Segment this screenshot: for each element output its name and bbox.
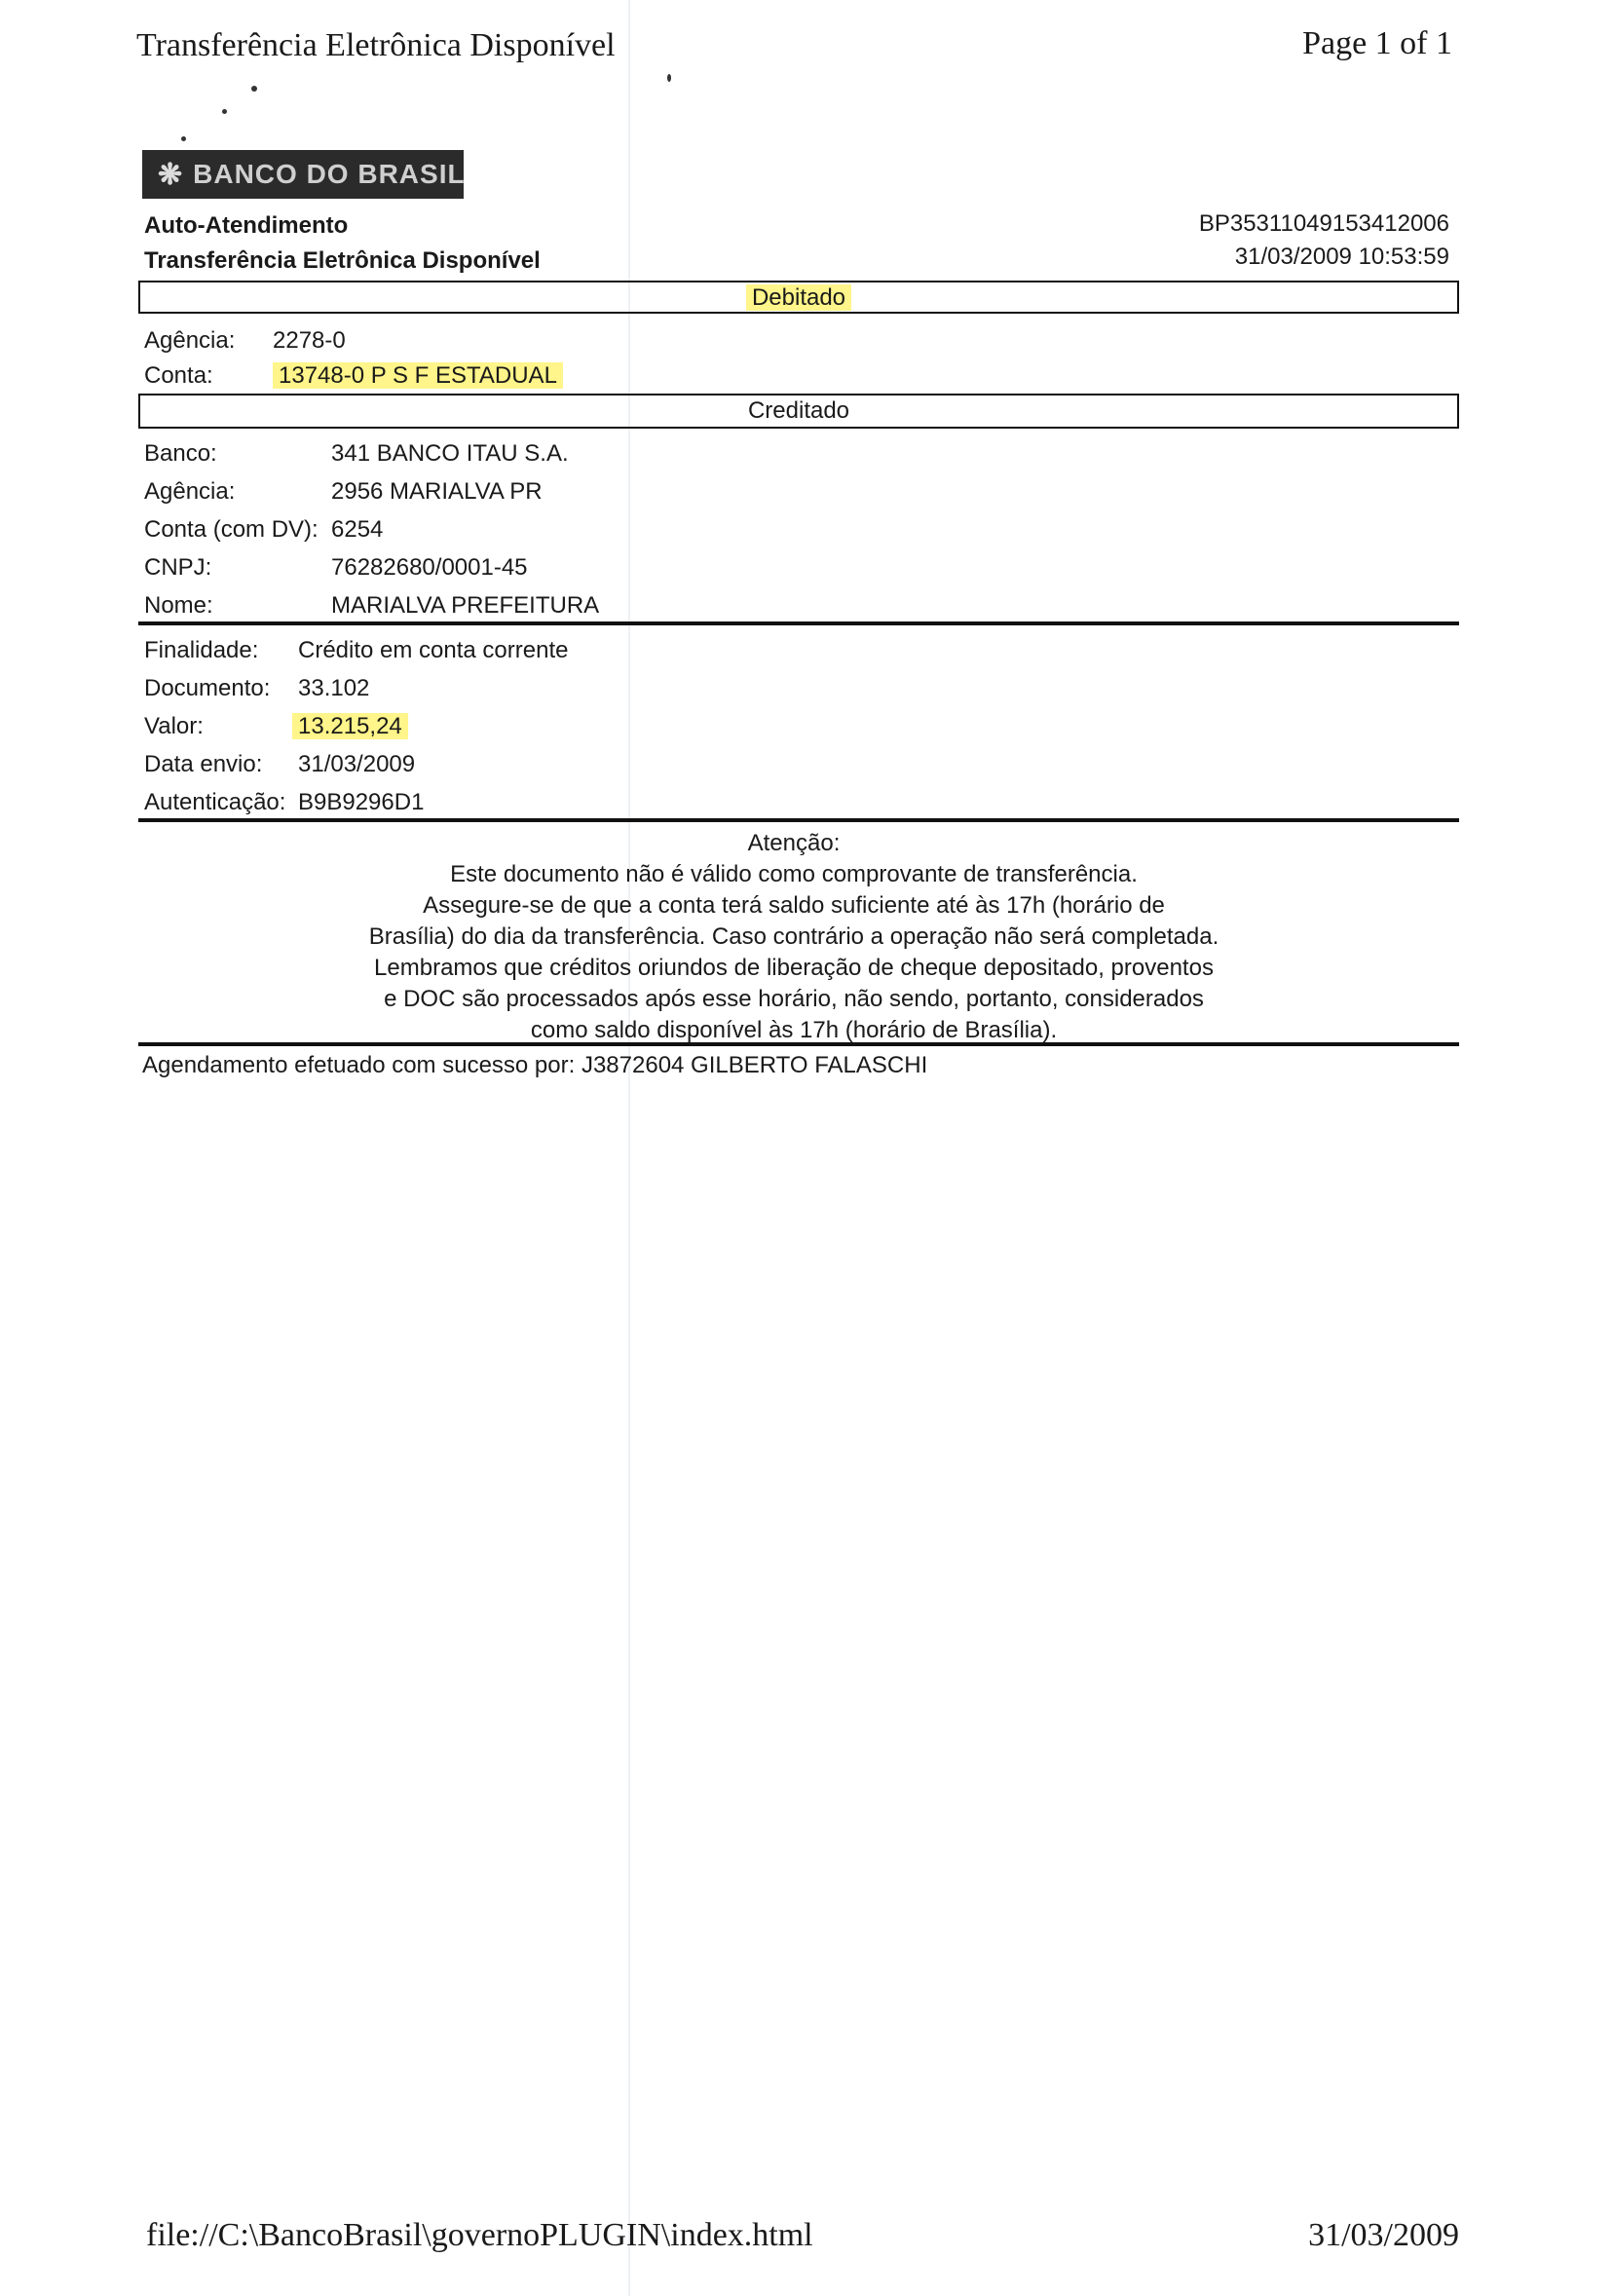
credit-bank-label: Banco: bbox=[144, 440, 217, 467]
divider-line bbox=[138, 1042, 1459, 1046]
document-number-label: Documento: bbox=[144, 675, 271, 701]
purpose-label: Finalidade: bbox=[144, 637, 259, 663]
paper-fold-line bbox=[628, 0, 630, 2296]
credit-section-header bbox=[138, 394, 1459, 429]
credit-agency-label: Agência: bbox=[144, 478, 236, 505]
notice-line: Brasília) do dia da transferência. Caso contrário a operação não será completada. bbox=[368, 923, 1219, 950]
credit-cnpj-label: CNPJ: bbox=[144, 554, 212, 581]
amount-value bbox=[292, 713, 408, 740]
service-name: Auto-Atendimento bbox=[144, 212, 349, 239]
debit-account-label: Conta: bbox=[144, 362, 213, 389]
debit-section-title: Debitado bbox=[746, 284, 851, 311]
send-date-label: Data envio: bbox=[144, 751, 263, 777]
debit-agency-label: Agência: bbox=[144, 327, 236, 354]
scheduling-confirmation: Agendamento efetuado com sucesso por: J3872604 GILBERTO FALASCHI bbox=[142, 1052, 928, 1078]
authentication-value: B9B9296D1 bbox=[298, 789, 425, 815]
scan-speck bbox=[222, 109, 227, 114]
amount-label: Valor: bbox=[144, 713, 204, 739]
document-number-value: 33.102 bbox=[298, 675, 370, 701]
debit-section-header bbox=[138, 281, 1459, 314]
scan-speck bbox=[667, 74, 671, 82]
purpose-value: Crédito em conta corrente bbox=[298, 637, 569, 663]
print-header-title: Transferência Eletrônica Disponível bbox=[136, 27, 616, 63]
divider-line bbox=[138, 621, 1459, 625]
print-footer-date: 31/03/2009 bbox=[1308, 2217, 1459, 2253]
authentication-label: Autenticação: bbox=[144, 789, 286, 815]
debit-account-value bbox=[273, 362, 563, 390]
send-date-value: 31/03/2009 bbox=[298, 751, 416, 777]
credit-cnpj-value: 76282680/0001-45 bbox=[331, 554, 528, 581]
reference-number: BP35311049153412006 bbox=[1198, 210, 1449, 237]
notice-line: e DOC são processados após esse horário, não sendo, portanto, considerados bbox=[384, 986, 1204, 1012]
debit-account-highlight: 13748-0 P S F ESTADUAL bbox=[273, 362, 563, 389]
credit-agency-value: 2956 MARIALVA PR bbox=[331, 478, 543, 505]
credit-name-value: MARIALVA PREFEITURA bbox=[331, 592, 600, 619]
receipt-timestamp: 31/03/2009 10:53:59 bbox=[1234, 244, 1449, 270]
bank-logo bbox=[142, 150, 464, 199]
credit-bank-value: 341 BANCO ITAU S.A. bbox=[331, 440, 569, 467]
credit-account-label: Conta (com DV): bbox=[144, 516, 319, 543]
scan-speck bbox=[181, 136, 186, 141]
notice-line: como saldo disponível às 17h (horário de Brasília). bbox=[530, 1017, 1058, 1043]
bank-logo-text: BANCO DO BRASIL bbox=[193, 159, 466, 189]
notice-line: Assegure-se de que a conta terá saldo suficiente até às 17h (horário de bbox=[423, 892, 1165, 919]
bank-logo-icon: ❋ bbox=[158, 158, 184, 191]
print-page-number: Page 1 of 1 bbox=[1302, 25, 1452, 61]
notice-block bbox=[292, 828, 1295, 1046]
debit-agency-value: 2278-0 bbox=[273, 327, 346, 354]
notice-line: Este documento não é válido como comprovante de transferência. bbox=[450, 861, 1138, 887]
print-footer-path: file://C:\BancoBrasil\governoPLUGIN\index.html bbox=[146, 2217, 813, 2253]
document-title: Transferência Eletrônica Disponível bbox=[144, 247, 541, 274]
credit-section-title: Creditado bbox=[747, 397, 850, 424]
notice-title: Atenção: bbox=[747, 830, 841, 856]
notice-line: Lembramos que créditos oriundos de liberação de cheque depositado, proventos bbox=[374, 955, 1214, 981]
credit-account-value: 6254 bbox=[331, 516, 384, 543]
scan-speck bbox=[251, 86, 257, 92]
credit-name-label: Nome: bbox=[144, 592, 213, 619]
amount-highlight: 13.215,24 bbox=[292, 713, 408, 739]
divider-line bbox=[138, 818, 1459, 822]
